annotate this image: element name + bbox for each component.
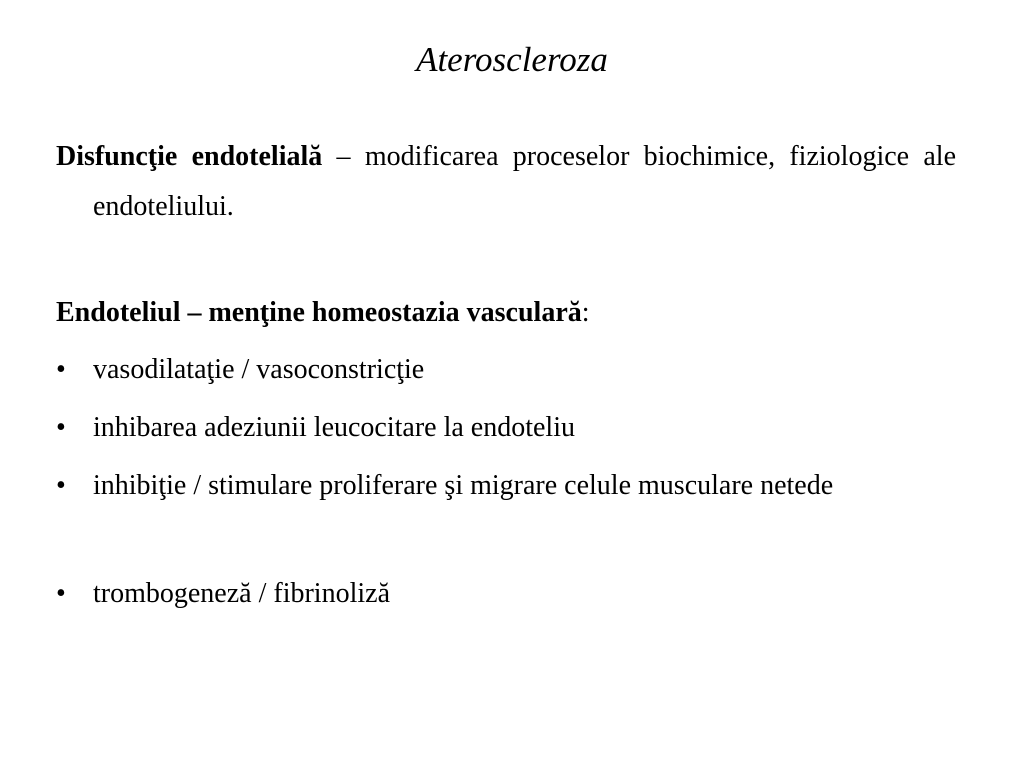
list-item-text: trombogeneză / fibrinoliză: [93, 578, 390, 609]
definition-paragraph: [56, 132, 956, 232]
slide-title: Ateroscleroza: [416, 40, 608, 79]
list-item: [56, 461, 956, 511]
list-item: [56, 345, 956, 395]
section-heading: [56, 288, 956, 338]
bullet-icon: •: [56, 354, 66, 385]
list-item-text: vasodilataţie / vasoconstricţie: [93, 354, 425, 385]
bullet-icon: •: [56, 470, 66, 501]
section-heading-colon: :: [581, 297, 590, 328]
list-item: [56, 403, 956, 453]
list-item: [56, 569, 956, 619]
list-item-text: inhibiţie / stimulare proliferare şi migrare celule musculare netede: [93, 470, 834, 501]
section-heading-text: Endoteliul – menţine homeostazia vasculară: [56, 297, 582, 328]
definition-text: modificarea proceselor biochimice, fiziologice ale endoteliului.: [93, 141, 956, 222]
bullet-icon: •: [56, 578, 66, 609]
definition-dash: –: [322, 141, 365, 172]
bullet-icon: •: [56, 412, 66, 443]
definition-term: Disfuncţie endotelială: [56, 141, 323, 172]
list-item-text: inhibarea adeziunii leucocitare la endoteliu: [93, 412, 575, 443]
